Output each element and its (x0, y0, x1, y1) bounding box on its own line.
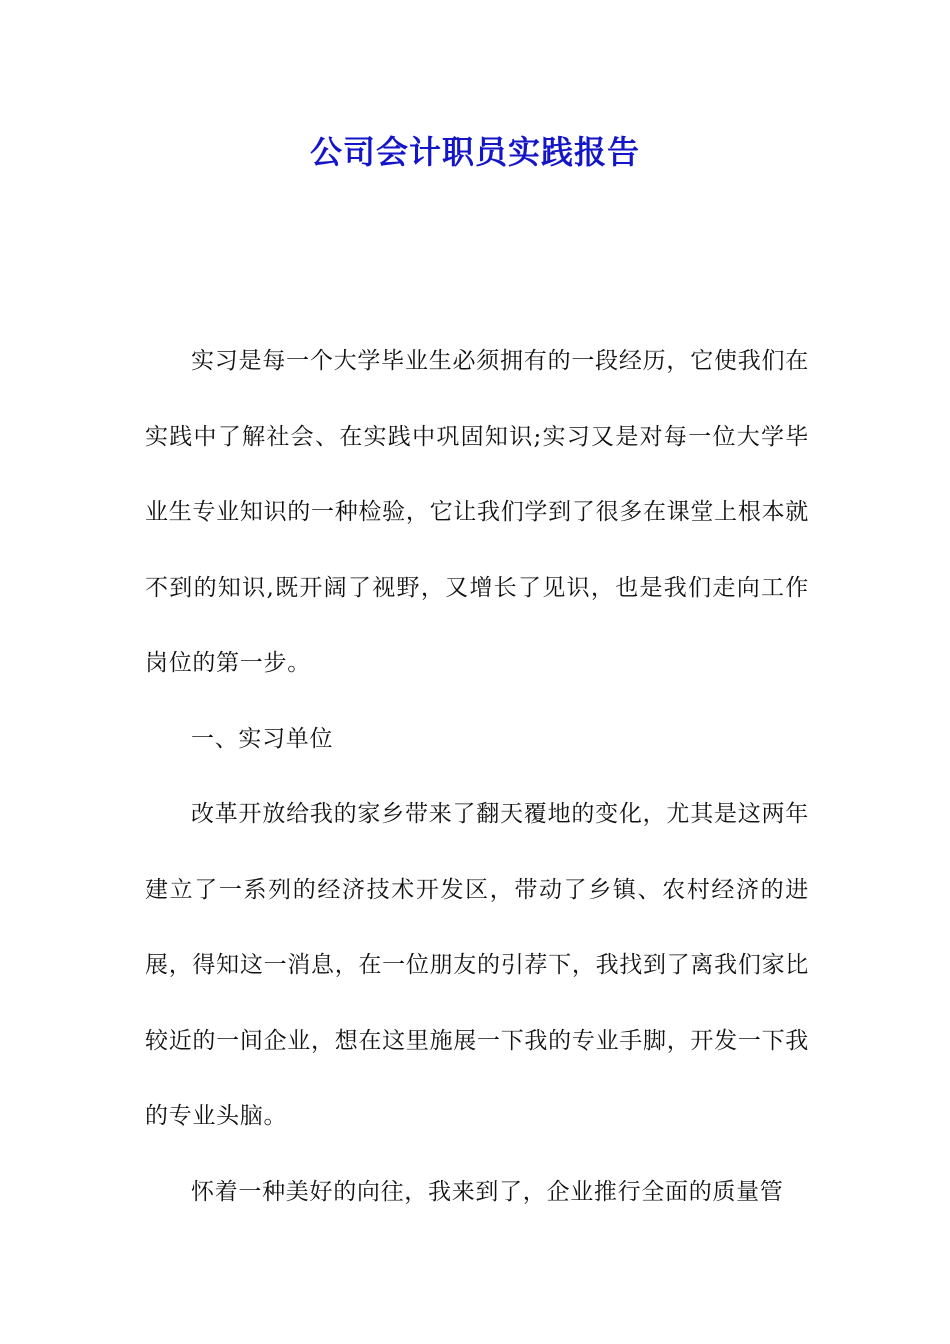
paragraph-hometown: 改革开放给我的家乡带来了翻天覆地的变化，尤其是这两年建立了一系列的经济技术开发区，带动了乡镇、农村经济的进展，得知这一消息，在一位朋友的引荐下，我找到了离我们家比较近的一间企业，想在这里施展一下我的专业手脚，开发一下我的专业头脑。 (145, 801, 809, 1129)
document-title: 公司会计职员实践报告 (309, 133, 640, 171)
document-body (145, 324, 809, 1230)
paragraph-intro: 实习是每一个大学毕业生必须拥有的一段经历，它使我们在实践中了解社会、在实践中巩固知识;实习又是对每一位大学毕业生专业知识的一种检验，它让我们学到了很多在课堂上根本就不到的知识,既开阔了视野，又增长了见识，也是我们走向工作岗位的第一步。 (145, 348, 809, 676)
section-heading-internship-unit: 一、实习单位 (191, 725, 334, 752)
paragraph-arrival: 怀着一种美好的向往，我来到了，企业推行全面的质量管 (191, 1178, 784, 1205)
